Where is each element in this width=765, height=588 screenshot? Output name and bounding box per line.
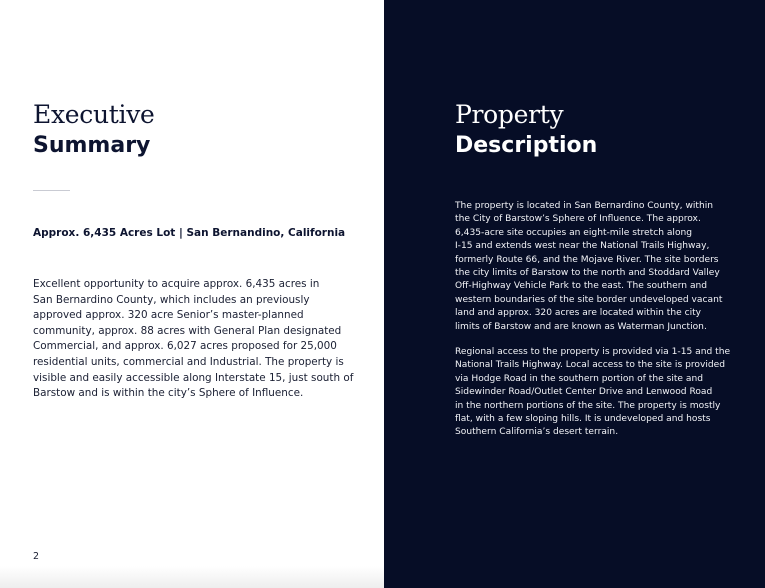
summary-line: Barstow and is within the city’s Sphere of Influence. (33, 387, 304, 400)
description-line: via Hodge Road in the southern portion of the site and (455, 373, 704, 384)
description-line: in the northern portions of the site. The property is mostly (455, 400, 721, 411)
description-line: the City of Barstow’s Sphere of Influence. The approx. (455, 214, 701, 225)
description-line: Regional access to the property is provided via 1-15 and the (455, 347, 731, 357)
page-number: 2 (33, 551, 40, 562)
property-description-title-bold: Description (455, 133, 598, 158)
description-line: flat, with a few sloping hills. It is undeveloped and hosts (455, 414, 711, 425)
description-line: I-15 and extends west near the National Trails Highway, (455, 241, 710, 252)
summary-line: residential units, commercial and Industrial. The property is (33, 355, 344, 368)
property-description-paragraph-2 (455, 346, 745, 440)
page-bottom-shadow (0, 566, 384, 588)
description-line: land and approx. 320 acres are located within the city (455, 308, 702, 319)
summary-line: Excellent opportunity to acquire approx. 6,435 acres in (33, 278, 320, 290)
summary-line: community, approx. 88 acres with General Plan designated (33, 324, 342, 337)
description-line: formerly Route 66, and the Mojave River. The site borders (455, 254, 719, 265)
description-line: Southern California’s desert terrain. (455, 427, 619, 438)
lot-location-heading: Approx. 6,435 Acres Lot | San Bernandino, California (33, 227, 346, 239)
executive-summary-title-bold: Summary (33, 133, 151, 158)
summary-line: visible and easily accessible along Interstate 15, just south of (33, 371, 354, 384)
summary-line: San Bernardino County, which includes an previously (33, 293, 310, 306)
description-line: Sidewinder Road/Outlet Center Drive and Lenwood Road (455, 387, 713, 398)
property-description-title-light: Property (455, 100, 564, 129)
description-line: 6,435-acre site occupies an eight-mile stretch along (455, 227, 693, 238)
executive-summary-body (33, 277, 363, 402)
description-line: National Trails Highway. Local access to the site is provided (455, 360, 725, 371)
description-line: Off-Highway Vehicle Park to the east. The southern and (455, 281, 708, 292)
executive-summary-title-light: Executive (33, 100, 155, 129)
summary-line: approved approx. 320 acre Senior’s master-planned (33, 309, 304, 322)
description-line: The property is located in San Bernardino County, within (455, 201, 714, 211)
description-line: western boundaries of the site border undeveloped vacant (455, 294, 723, 305)
summary-line: Commercial, and approx. 6,027 acres proposed for 25,000 (33, 340, 337, 353)
property-description-paragraph-1 (455, 200, 745, 334)
title-divider (33, 190, 70, 191)
description-line: limits of Barstow and are known as Waterman Junction. (455, 321, 707, 332)
description-line: the city limits of Barstow to the north and Stoddard Valley (455, 268, 720, 279)
